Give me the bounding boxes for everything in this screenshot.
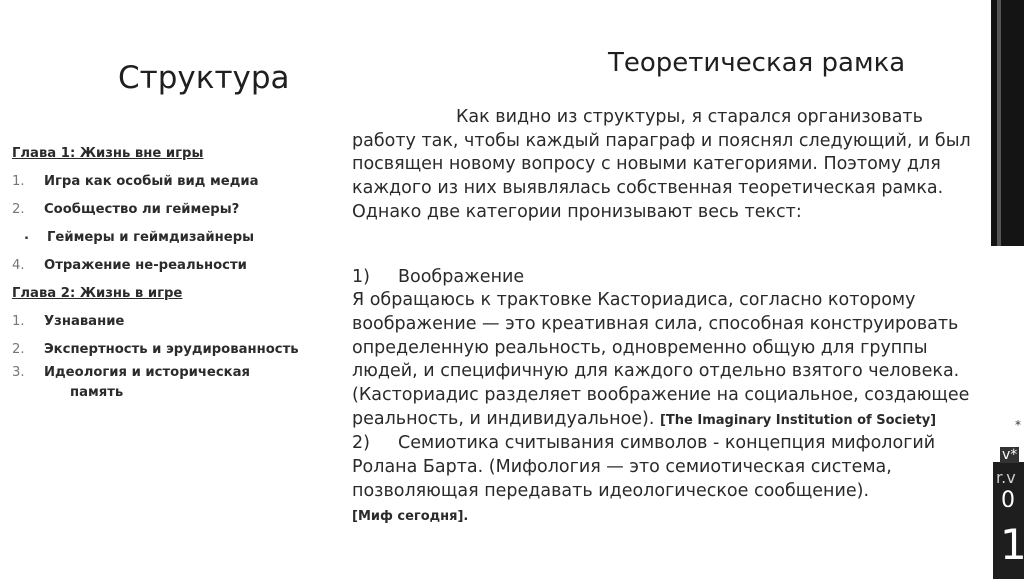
item-1-heading [352, 266, 992, 290]
item-2-reference: [Миф сегодня]. [352, 508, 469, 524]
outline-list [12, 144, 342, 401]
outline-item [12, 200, 342, 228]
decor-text-4: 0 [1001, 488, 1015, 513]
outline-item [12, 228, 342, 256]
item-number: 2. [12, 202, 25, 217]
decor-text-1: * [1015, 418, 1021, 432]
item-1-reference: [The Imaginary Institution of Society] [659, 412, 937, 428]
item-text: Геймеры и геймдизайнеры [47, 230, 255, 245]
decor-text-2: v* [1002, 447, 1018, 463]
item-number: . [24, 228, 30, 243]
item-1-body [352, 289, 992, 432]
outline-item [12, 312, 342, 340]
item-2-reference-line [352, 504, 992, 529]
outline-item [12, 363, 342, 401]
theory-title: Теоретическая рамка [608, 48, 906, 78]
item-number: 4. [12, 258, 25, 273]
item-text: Узнавание [44, 314, 125, 329]
item-text: Идеология и историческая [44, 365, 251, 380]
item-2-number: 2) [352, 433, 370, 454]
item-number: 3. [12, 365, 25, 380]
item-text: Отражение не-реальности [44, 258, 247, 273]
item-1-title: Воображение [398, 266, 525, 287]
chapter-2-heading: Глава 2: Жизнь в игре [12, 286, 183, 301]
theory-body [352, 106, 992, 528]
outline-item [12, 172, 342, 200]
item-number: 1. [12, 314, 25, 329]
item-text: Сообщество ли геймеры? [44, 202, 240, 217]
item-number: 2. [12, 342, 25, 357]
item-number: 1. [12, 174, 25, 189]
spacer [352, 225, 992, 266]
item-text-continued: память [70, 385, 124, 400]
item-text: Экспертность и эрудированность [44, 342, 299, 357]
outline-item [12, 340, 342, 363]
item-text-wrap [44, 363, 304, 403]
structure-title: Структура [118, 60, 290, 96]
item-1-number: 1) [352, 266, 370, 287]
item-2-title: Семиотика считывания символов - концепция мифологий Ролана Барта. (Мифология — это семиотическая система, позволяющая передавать идеологическое сообщение). [352, 433, 936, 501]
decorative-bar-stripe [997, 0, 1001, 246]
intro-paragraph: Как видно из структуры, я старался организовать работу так, чтобы каждый параграф и пояснял следующий, и был посвящен новому вопросу с новыми категориями. Поэтому для каждого из них выявлялась собственная теоретическая рамка. Однако две категории пронизывают весь текст: [352, 107, 971, 222]
item-2-heading [352, 432, 992, 503]
decor-text-5: 1 [1000, 520, 1027, 569]
chapter-1-heading: Глава 1: Жизнь вне игры [12, 146, 204, 161]
decorative-dark-bar [991, 0, 1024, 246]
outline-item [12, 256, 342, 284]
item-1-text: Я обращаюсь к трактовке Касториадиса, согласно которому воображение — это креативная сила, способная конструировать определенную реальность, одновременно общую для группы людей, и специфичную для каждого отдельно взятого человека. (Касториадис разделяет воображение на социальное, создающее реальность, и индивидуальное). [352, 290, 970, 429]
decor-text-3: r.v [996, 468, 1016, 487]
item-text: Игра как особый вид медиа [44, 174, 259, 189]
